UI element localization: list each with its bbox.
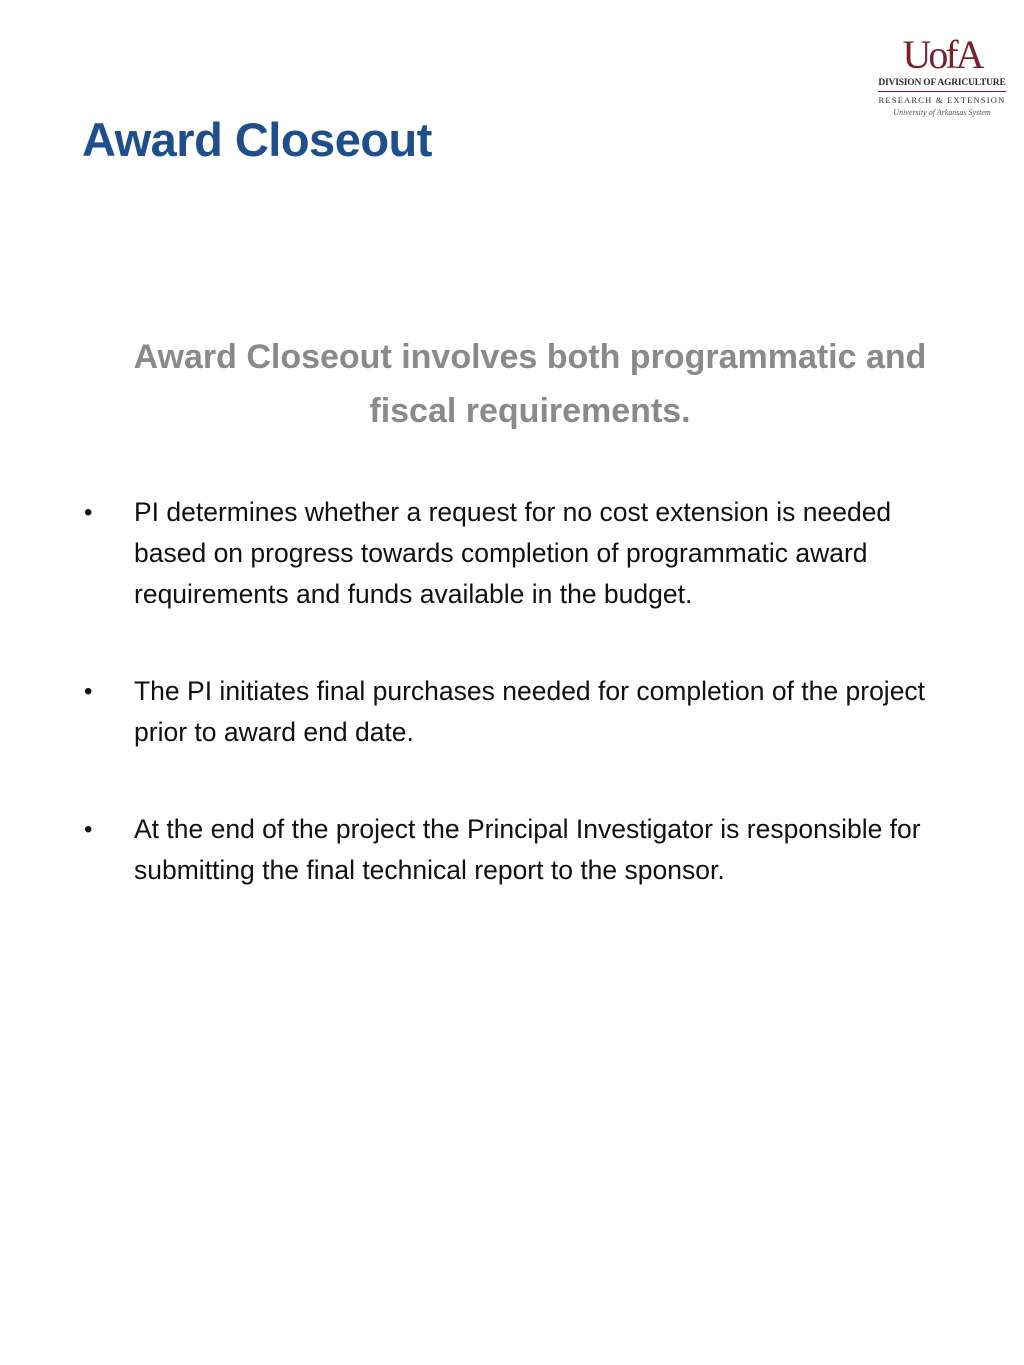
bullet-text: At the end of the project the Principal Investigator is responsible for submitting the final technical report to the sponsor.	[134, 814, 921, 885]
bullet-item	[84, 492, 964, 615]
bullet-icon: •	[84, 499, 93, 526]
svg-text:UofA: UofA	[902, 32, 982, 77]
page-title: Award Closeout	[82, 113, 432, 166]
logo-system-text: University of Arkansas System	[893, 108, 991, 117]
logo-division-text: DIVISION OF AGRICULTURE	[878, 78, 1006, 88]
subtitle: Award Closeout involves both programmatic and fiscal requirements.	[133, 338, 927, 430]
uofa-division-of-agriculture-logo	[872, 30, 1012, 117]
bullet-item	[84, 809, 964, 891]
bullet-item	[84, 671, 964, 753]
bullet-icon: •	[84, 816, 93, 843]
logo-divider	[878, 91, 1006, 92]
bullet-text: PI determines whether a request for no cost extension is needed based on progress towards completion of programmatic award requirements and funds available in the budget.	[134, 497, 892, 609]
bullet-list	[84, 492, 964, 947]
uofa-logo-mark	[902, 30, 982, 77]
bullet-icon: •	[84, 678, 93, 705]
logo-research-text: RESEARCH & EXTENSION	[878, 95, 1006, 105]
bullet-text: The PI initiates final purchases needed for completion of the project prior to award end date.	[134, 676, 926, 747]
